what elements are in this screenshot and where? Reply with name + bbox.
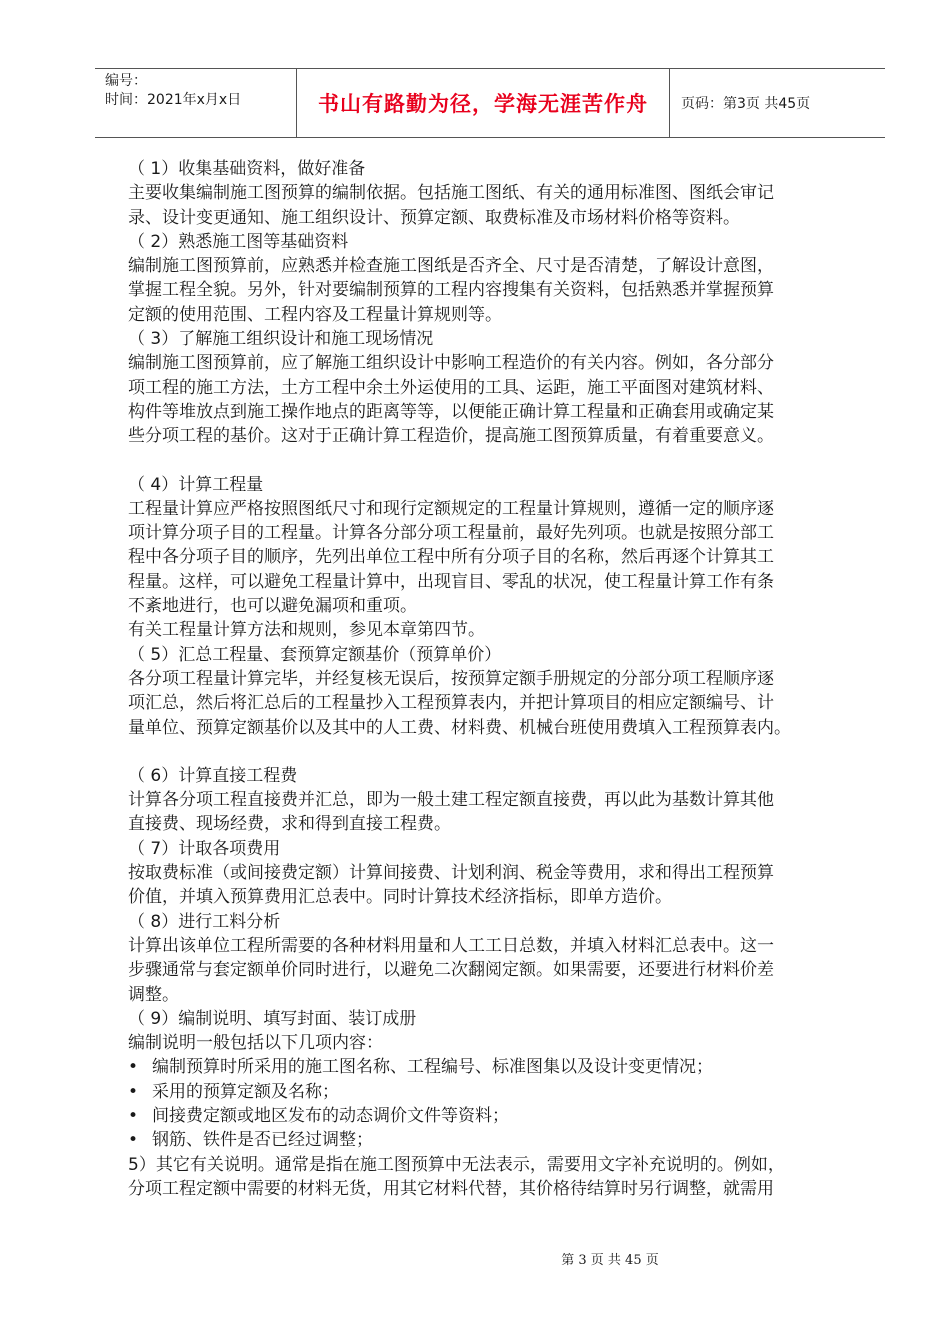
text-line: （ 8）进行工料分析: [128, 911, 281, 932]
text-line: 编制说明一般包括以下几项内容：: [128, 1033, 383, 1054]
header-meta: [95, 69, 295, 137]
code-label: 编号：: [105, 73, 147, 89]
bullet-item: • 采用的预算定额及名称；: [128, 1080, 868, 1104]
text-line: 有关工程量计算方法和规则，参见本章第四节。: [128, 620, 485, 641]
text-line: （ 5）汇总工程量、套预算定额基价（预算单价）: [128, 644, 502, 665]
text-line: 直接费、现场经费，求和得到直接工程费。: [128, 814, 451, 835]
text-line: 计算出该单位工程所需要的各种材料用量和人工工日总数，并填入材料汇总表中。这一: [128, 935, 774, 956]
text-line: （ 2）熟悉施工图等基础资料: [128, 231, 349, 252]
motto-text: 书山有路勤为径，学海无涯苦作舟: [318, 91, 648, 116]
text-line: （ 1）收集基础资料，做好准备: [128, 159, 366, 179]
document-body: [128, 157, 868, 1201]
paragraph-gap: [128, 449, 868, 473]
text-line: （ 7）计取各项费用: [128, 838, 281, 859]
text-line: 程量。这样，可以避免工程量计算中，出现盲目、零乱的状况，使工程量计算工作有条: [128, 571, 774, 592]
text-line: 定额的使用范围、工程内容及工程量计算规则等。: [128, 304, 502, 325]
bullet-item: • 编制预算时所采用的施工图名称、工程编号、标准图集以及设计变更情况；: [128, 1055, 868, 1079]
text-line: 5）其它有关说明。通常是指在施工图预算中无法表示，需要用文字补充说明的。例如，: [128, 1154, 785, 1175]
text-line: 计算各分项工程直接费并汇总，即为一般土建工程定额直接费，再以此为基数计算其他: [128, 790, 774, 811]
text-line: 量单位、预算定额基价以及其中的人工费、材料费、机械台班使用费填入工程预算表内。: [128, 717, 791, 738]
text-line: （ 4）计算工程量: [128, 474, 264, 495]
footer-page-number: 第 3 页 共 45 页: [561, 1253, 659, 1268]
text-line: 各分项工程量计算完毕，并经复核无误后，按预算定额手册规定的分部分项工程顺序逐: [128, 668, 774, 689]
page-footer: [0, 1249, 950, 1268]
text-line: 项计算分项子目的工程量。计算各分部分项工程量前，最好先列项。也就是按照分部工: [128, 523, 774, 544]
page-header: [95, 68, 885, 138]
text-line: （ 3）了解施工组织设计和施工现场情况: [128, 329, 434, 350]
text-line: 不紊地进行，也可以避免漏项和重项。: [128, 596, 417, 617]
text-line: 按取费标准（或间接费定额）计算间接费、计划利润、税金等费用，求和得出工程预算: [128, 863, 774, 884]
text-line: 构件等堆放点到施工操作地点的距离等等，以便能正确计算工程量和正确套用或确定某: [128, 401, 774, 422]
header-motto-cell: [296, 69, 670, 137]
page-label: 页码：第3页 共45页: [681, 96, 811, 112]
text-line: 工程量计算应严格按照图纸尺寸和现行定额规定的工程量计算规则，遵循一定的顺序逐: [128, 498, 774, 519]
header-page-cell: [669, 69, 885, 137]
text-line: 掌握工程全貌。另外，针对要编制预算的工程内容搜集有关资料，包括熟悉并掌握预算: [128, 280, 774, 301]
text-line: 项汇总，然后将汇总后的工程量抄入工程预算表内，并把计算项目的相应定额编号、计: [128, 693, 774, 714]
text-line: 分项工程定额中需要的材料无货，用其它材料代替，其价格待结算时另行调整，就需用: [128, 1178, 774, 1199]
time-label: 时间：2021年x月x日: [105, 92, 242, 108]
bullet-item: • 间接费定额或地区发布的动态调价文件等资料；: [128, 1104, 868, 1128]
text-line: 价值，并填入预算费用汇总表中。同时计算技术经济指标，即单方造价。: [128, 887, 672, 908]
text-line: 录、设计变更通知、施工组织设计、预算定额、取费标准及市场材料价格等资料。: [128, 207, 740, 228]
text-line: 编制施工图预算前，应熟悉并检查施工图纸是否齐全、尺寸是否清楚，了解设计意图，: [128, 256, 774, 277]
text-line: 些分项工程的基价。这对于正确计算工程造价，提高施工图预算质量，有着重要意义。: [128, 426, 774, 447]
text-line: （ 6）计算直接工程费: [128, 765, 298, 786]
text-line: 主要收集编制施工图预算的编制依据。包括施工图纸、有关的通用标准图、图纸会审记: [128, 183, 774, 204]
text-line: 程中各分项子目的顺序，先列出单位工程中所有分项子目的名称，然后再逐个计算其工: [128, 547, 774, 568]
text-line: 步骤通常与套定额单价同时进行，以避免二次翻阅定额。如果需要，还要进行材料价差: [128, 960, 774, 981]
text-line: （ 9）编制说明、填写封面、装订成册: [128, 1008, 417, 1029]
paragraph-gap: [128, 740, 868, 764]
bullet-item: • 钢筋、铁件是否已经过调整；: [128, 1128, 868, 1152]
text-line: 项工程的施工方法，土方工程中余土外运使用的工具、运距，施工平面图对建筑材料、: [128, 377, 774, 398]
text-line: 编制施工图预算前，应了解施工组织设计中影响工程造价的有关内容。例如，各分部分: [128, 353, 774, 374]
text-line: 调整。: [128, 984, 179, 1005]
